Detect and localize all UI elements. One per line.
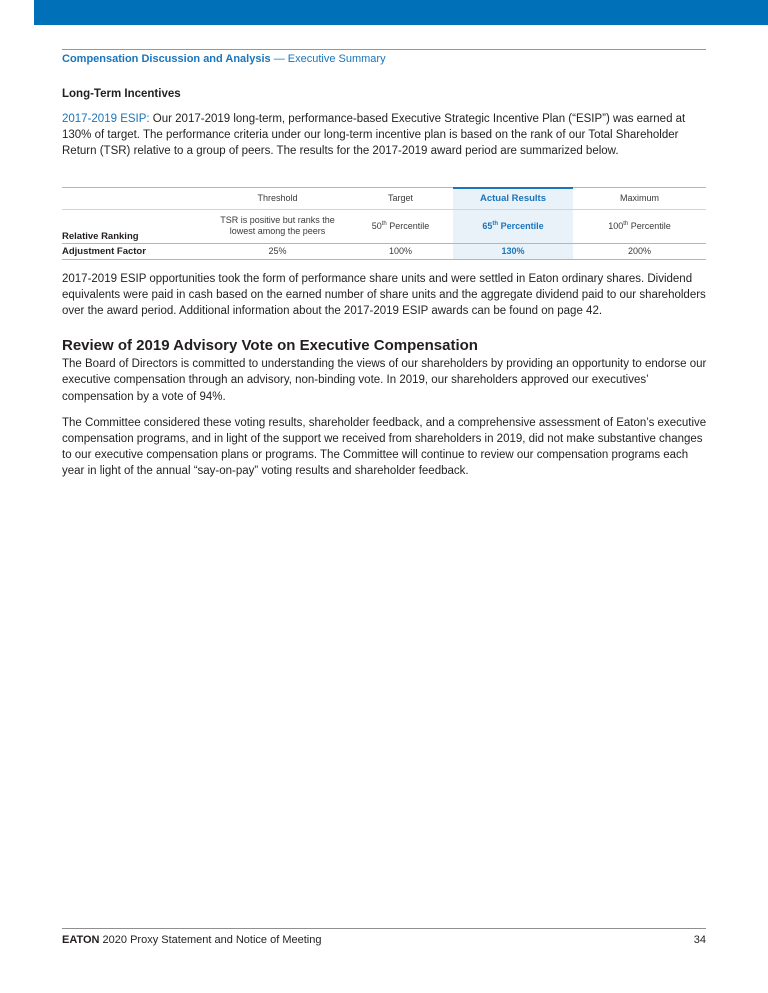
page-number: 34 (693, 934, 706, 946)
target-unit: Percentile (386, 221, 430, 232)
cell-threshold: 25% (207, 243, 348, 259)
table-row (62, 209, 706, 243)
footer-brand: EATON (62, 934, 100, 946)
maximum-ordinal: th (623, 221, 629, 228)
running-header (62, 53, 386, 65)
cell-actual (453, 209, 573, 243)
col-actual-results: Actual Results (453, 188, 573, 210)
actual-unit: Percentile (498, 221, 544, 232)
review-paragraph-2: The Committee considered these voting results, shareholder feedback, and a comprehensive assessment of Eaton’s executive compensation programs, and in light of the support we received from shareholders in 2019, did not make substantive changes to our executive compensation plans or programs. The Committee will continue to review our compensation programs each year in light of the annual “say-on-pay” voting results and shareholder feedback. (62, 416, 707, 478)
header-separator: — (270, 53, 288, 65)
esip-results-table (62, 187, 706, 260)
header-divider (62, 49, 706, 50)
top-color-bar (34, 0, 768, 25)
threshold-text: TSR is positive but ranks the lowest among the peers (220, 215, 335, 237)
col-threshold: Threshold (207, 188, 348, 210)
ltip-paragraph (62, 111, 712, 160)
cell-target: 100% (348, 243, 453, 259)
target-number: 50 (371, 221, 382, 232)
cell-threshold (207, 209, 348, 243)
header-subsection: Executive Summary (287, 53, 386, 65)
ltip-heading: Long-Term Incentives (62, 88, 181, 100)
col-target: Target (348, 188, 453, 210)
header-section: Compensation Discussion and Analysis (62, 53, 271, 65)
cell-actual: 130% (453, 243, 573, 259)
footer-title (62, 934, 321, 946)
cell-maximum: 200% (573, 243, 706, 259)
actual-number: 65 (482, 221, 493, 232)
maximum-unit: Percentile (628, 221, 671, 232)
row-label-relative-ranking: Relative Ranking (62, 209, 207, 243)
main-content (62, 88, 712, 480)
footer-doc-title: 2020 Proxy Statement and Notice of Meeting (99, 934, 322, 946)
review-heading: Review of 2019 Advisory Vote on Executive Compensation (62, 337, 478, 355)
header-blank-cell (62, 188, 207, 210)
cell-target (348, 209, 453, 243)
table-header-row (62, 188, 706, 210)
target-ordinal: th (381, 221, 387, 228)
table-row (62, 243, 706, 259)
esip-link[interactable]: 2017-2019 ESIP: (62, 113, 150, 125)
actual-ordinal: th (492, 221, 499, 228)
esip-settlement-paragraph: 2017-2019 ESIP opportunities took the form of performance share units and were settled in Eaton ordinary shares. Dividend equivalents were paid in cash based on the earned number of share units and the aggregate dividend paid to our shareholders over the award period. Additional information about the 2017-2019 ESIP awards can be found on page 42. (62, 272, 706, 318)
review-paragraph-1: The Board of Directors is committed to understanding the views of our shareholders by providing an opportunity to endorse our executive compensation through an advisory, non-binding vote. In 2019, our shareholders approved our executives’ compensation by a vote of 94%. (62, 358, 707, 403)
row-label-adjustment-factor: Adjustment Factor (62, 243, 207, 259)
cell-maximum (573, 209, 706, 243)
col-maximum: Maximum (573, 188, 706, 210)
footer-divider (62, 928, 706, 929)
ltip-body: Our 2017-2019 long-term, performance-based Executive Strategic Incentive Plan (“ESIP”) was earned at 130% of target. The performance criteria under our long-term incentive plan is based on the rank of our Total Shareholder Return (TSR) relative to a group of peers. The results for the 2017-2019 award period are summarized below. (62, 113, 686, 158)
maximum-number: 100 (608, 221, 624, 232)
